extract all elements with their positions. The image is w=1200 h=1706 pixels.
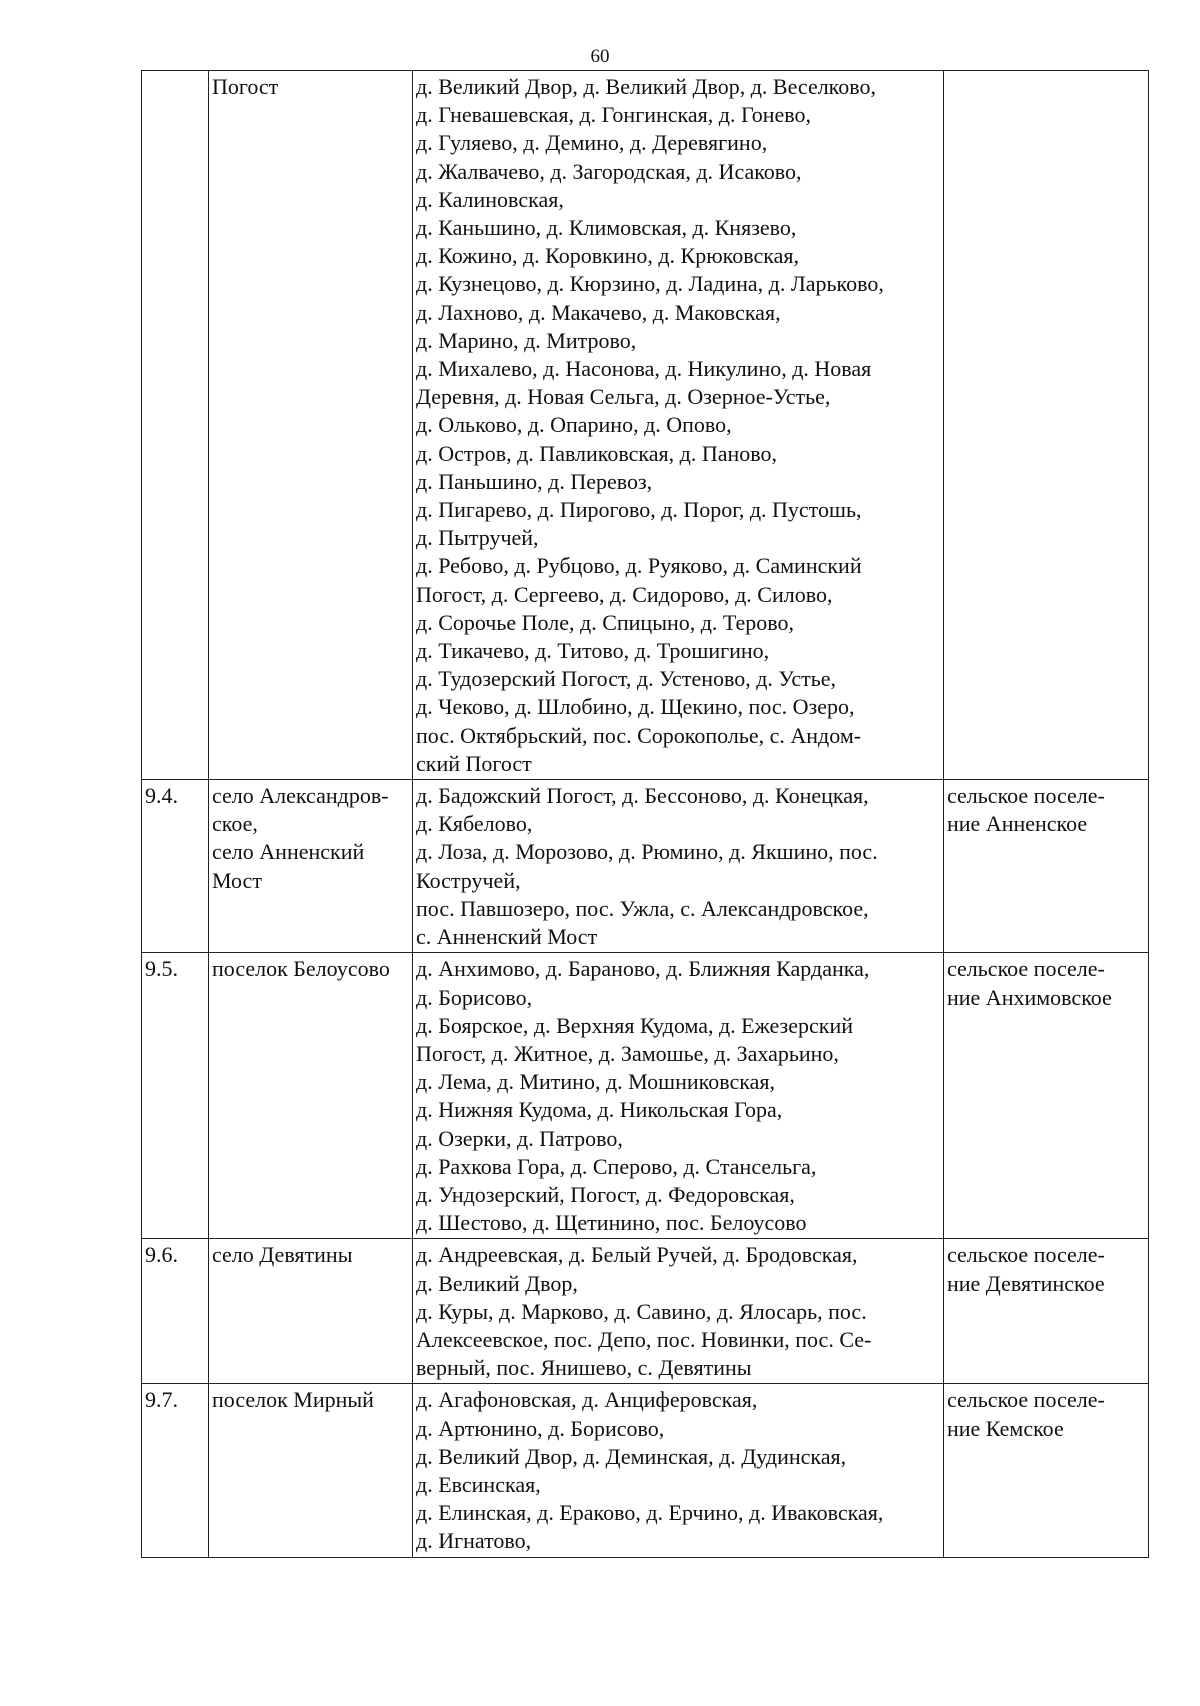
settlements-table	[141, 70, 1149, 1558]
cell-text-line: д. Борисово,	[416, 984, 533, 1010]
cell-text-line: д. Кожино, д. Коровкино, д. Крюковская,	[416, 243, 800, 269]
cell-text-line: Мост	[212, 867, 262, 893]
cell-text-line: д. Озерки, д. Патрово,	[416, 1125, 623, 1151]
cell-text-line: д. Великий Двор, д. Великий Двор, д. Веселково,	[416, 74, 876, 99]
cell-text-line: д. Великий Двор,	[416, 1270, 578, 1296]
table-row	[142, 1384, 1149, 1557]
cell-text-line: Деревня, д. Новая Сельга, д. Озерное-Устье,	[416, 384, 831, 410]
cell-text-line: д. Лема, д. Митино, д. Мошниковская,	[416, 1069, 775, 1095]
cell-text-line: д. Тикачево, д. Титово, д. Трошигино,	[416, 638, 770, 664]
cell-text-line: д. Бадожский Погост, д. Бессоново, д. Конецкая,	[416, 783, 869, 809]
cell-text-line: Погост	[212, 74, 279, 99]
settlements-cell	[413, 953, 944, 1239]
municipality-cell	[944, 1384, 1149, 1557]
cell-text-line: ние Кемское	[947, 1415, 1064, 1441]
cell-text-line: ское,	[212, 811, 258, 837]
cell-text-line: д. Жалвачево, д. Загородская, д. Исаково,	[416, 158, 802, 184]
table-row	[142, 1239, 1149, 1384]
cell-text-line: д. Сорочье Поле, д. Спицыно, д. Терово,	[416, 609, 795, 635]
cell-text-line: д. Паньшино, д. Перевоз,	[416, 468, 653, 494]
admin-center-cell	[209, 1239, 413, 1384]
cell-text-line: сельское поселе-	[947, 1387, 1105, 1413]
cell-text-line: д. Михалево, д. Насонова, д. Никулино, д. Новая	[416, 356, 872, 382]
cell-text-line: д. Боярское, д. Верхняя Кудома, д. Ежезерский	[416, 1012, 854, 1038]
cell-text-line: д. Артюнино, д. Борисово,	[416, 1415, 665, 1441]
cell-text-line: д. Тудозерский Погост, д. Устеново, д. Устье,	[416, 666, 837, 692]
table-row	[142, 71, 1149, 780]
cell-text-line: д. Гневашевская, д. Гонгинская, д. Гонево,	[416, 102, 812, 128]
cell-text-line: Погост, д. Житное, д. Замошье, д. Захарьино,	[416, 1040, 839, 1066]
cell-text-line: д. Елинская, д. Ераково, д. Ерчино, д. Иваковская,	[416, 1500, 884, 1526]
cell-text-line: д. Агафоновская, д. Анциферовская,	[416, 1387, 758, 1413]
admin-center-cell	[209, 71, 413, 780]
cell-text-line: д. Игнатово,	[416, 1528, 532, 1554]
admin-center-cell	[209, 953, 413, 1239]
cell-text-line: ние Анхимовское	[947, 984, 1112, 1010]
cell-text-line: ский Погост	[416, 750, 532, 776]
cell-text-line: д. Рахкова Гора, д. Сперово, д. Стансельга,	[416, 1153, 817, 1179]
row-number-cell: 9.7.	[142, 1384, 209, 1557]
cell-text-line: д. Нижняя Кудома, д. Никольская Гора,	[416, 1097, 783, 1123]
cell-text-line: д. Кузнецово, д. Кюрзино, д. Ладина, д. Ларьково,	[416, 271, 884, 297]
row-number-cell: 9.4.	[142, 780, 209, 953]
cell-text-line: ние Девятинское	[947, 1270, 1105, 1296]
table-row	[142, 953, 1149, 1239]
cell-text-line: сельское поселе-	[947, 1242, 1105, 1268]
cell-text-line: д. Пигарево, д. Пирогово, д. Порог, д. Пустошь,	[416, 497, 862, 523]
cell-text-line: д. Чеково, д. Шлобино, д. Щекино, пос. Озеро,	[416, 694, 855, 720]
settlements-cell	[413, 1384, 944, 1557]
cell-text-line: д. Гуляево, д. Демино, д. Деревягино,	[416, 130, 768, 156]
cell-text-line: д. Евсинская,	[416, 1471, 541, 1497]
cell-text-line: д. Лоза, д. Морозово, д. Рюмино, д. Якшино, пос.	[416, 839, 878, 865]
cell-text-line: д. Ундозерский, Погост, д. Федоровская,	[416, 1181, 795, 1207]
cell-text-line: д. Андреевская, д. Белый Ручей, д. Бродовская,	[416, 1242, 858, 1268]
cell-text-line: поселок Белоусово	[212, 956, 390, 982]
cell-text-line: д. Анхимово, д. Бараново, д. Ближняя Карданка,	[416, 956, 870, 982]
cell-text-line: д. Остров, д. Павликовская, д. Паново,	[416, 440, 778, 466]
cell-text-line: пос. Павшозеро, пос. Ужла, с. Александровское,	[416, 895, 869, 921]
row-number-cell	[142, 71, 209, 780]
cell-text-line: Костручей,	[416, 867, 521, 893]
table-body	[142, 71, 1149, 1558]
cell-text-line: д. Каньшино, д. Климовская, д. Князево,	[416, 215, 797, 241]
cell-text-line: сельское поселе-	[947, 783, 1105, 809]
cell-text-line: д. Лахново, д. Макачево, д. Маковская,	[416, 299, 781, 325]
cell-text-line: д. Ребово, д. Рубцово, д. Руяково, д. Саминский	[416, 553, 862, 579]
cell-text-line: пос. Октябрьский, пос. Сорокополье, с. Андом-	[416, 722, 862, 748]
cell-text-line: д. Пытручей,	[416, 525, 539, 551]
cell-text-line: ние Анненское	[947, 811, 1088, 837]
page-number: 60	[590, 46, 610, 67]
municipality-cell	[944, 71, 1149, 780]
municipality-cell	[944, 953, 1149, 1239]
settlements-cell	[413, 1239, 944, 1384]
cell-text-line: Алексеевское, пос. Депо, пос. Новинки, пос. Се-	[416, 1326, 872, 1352]
admin-center-cell	[209, 1384, 413, 1557]
row-number-cell: 9.5.	[142, 953, 209, 1239]
cell-text-line: д. Великий Двор, д. Деминская, д. Дудинская,	[416, 1443, 847, 1469]
cell-text-line: сельское поселе-	[947, 956, 1105, 982]
cell-text-line: поселок Мирный	[212, 1387, 374, 1413]
cell-text-line: Погост, д. Сергеево, д. Сидорово, д. Силово,	[416, 581, 833, 607]
settlements-cell	[413, 780, 944, 953]
row-number-cell: 9.6.	[142, 1239, 209, 1384]
cell-text-line: д. Шестово, д. Щетинино, пос. Белоусово	[416, 1210, 807, 1236]
cell-text-line: д. Ольково, д. Опарино, д. Опово,	[416, 412, 732, 438]
cell-text-line: село Александров-	[212, 783, 389, 809]
cell-text-line: село Анненский	[212, 839, 365, 865]
cell-text-line: д. Кябелово,	[416, 811, 533, 837]
cell-text-line: село Девятины	[212, 1242, 353, 1268]
cell-text-line: д. Калиновская,	[416, 186, 564, 212]
cell-text-line: верный, пос. Янишево, с. Девятины	[416, 1355, 752, 1381]
cell-text-line: д. Куры, д. Марково, д. Савино, д. Ялосарь, пос.	[416, 1298, 867, 1324]
cell-text-line: д. Марино, д. Митрово,	[416, 327, 637, 353]
cell-text-line: с. Анненский Мост	[416, 924, 598, 950]
table-row	[142, 780, 1149, 953]
municipality-cell	[944, 780, 1149, 953]
admin-center-cell	[209, 780, 413, 953]
municipality-cell	[944, 1239, 1149, 1384]
settlements-cell	[413, 71, 944, 780]
